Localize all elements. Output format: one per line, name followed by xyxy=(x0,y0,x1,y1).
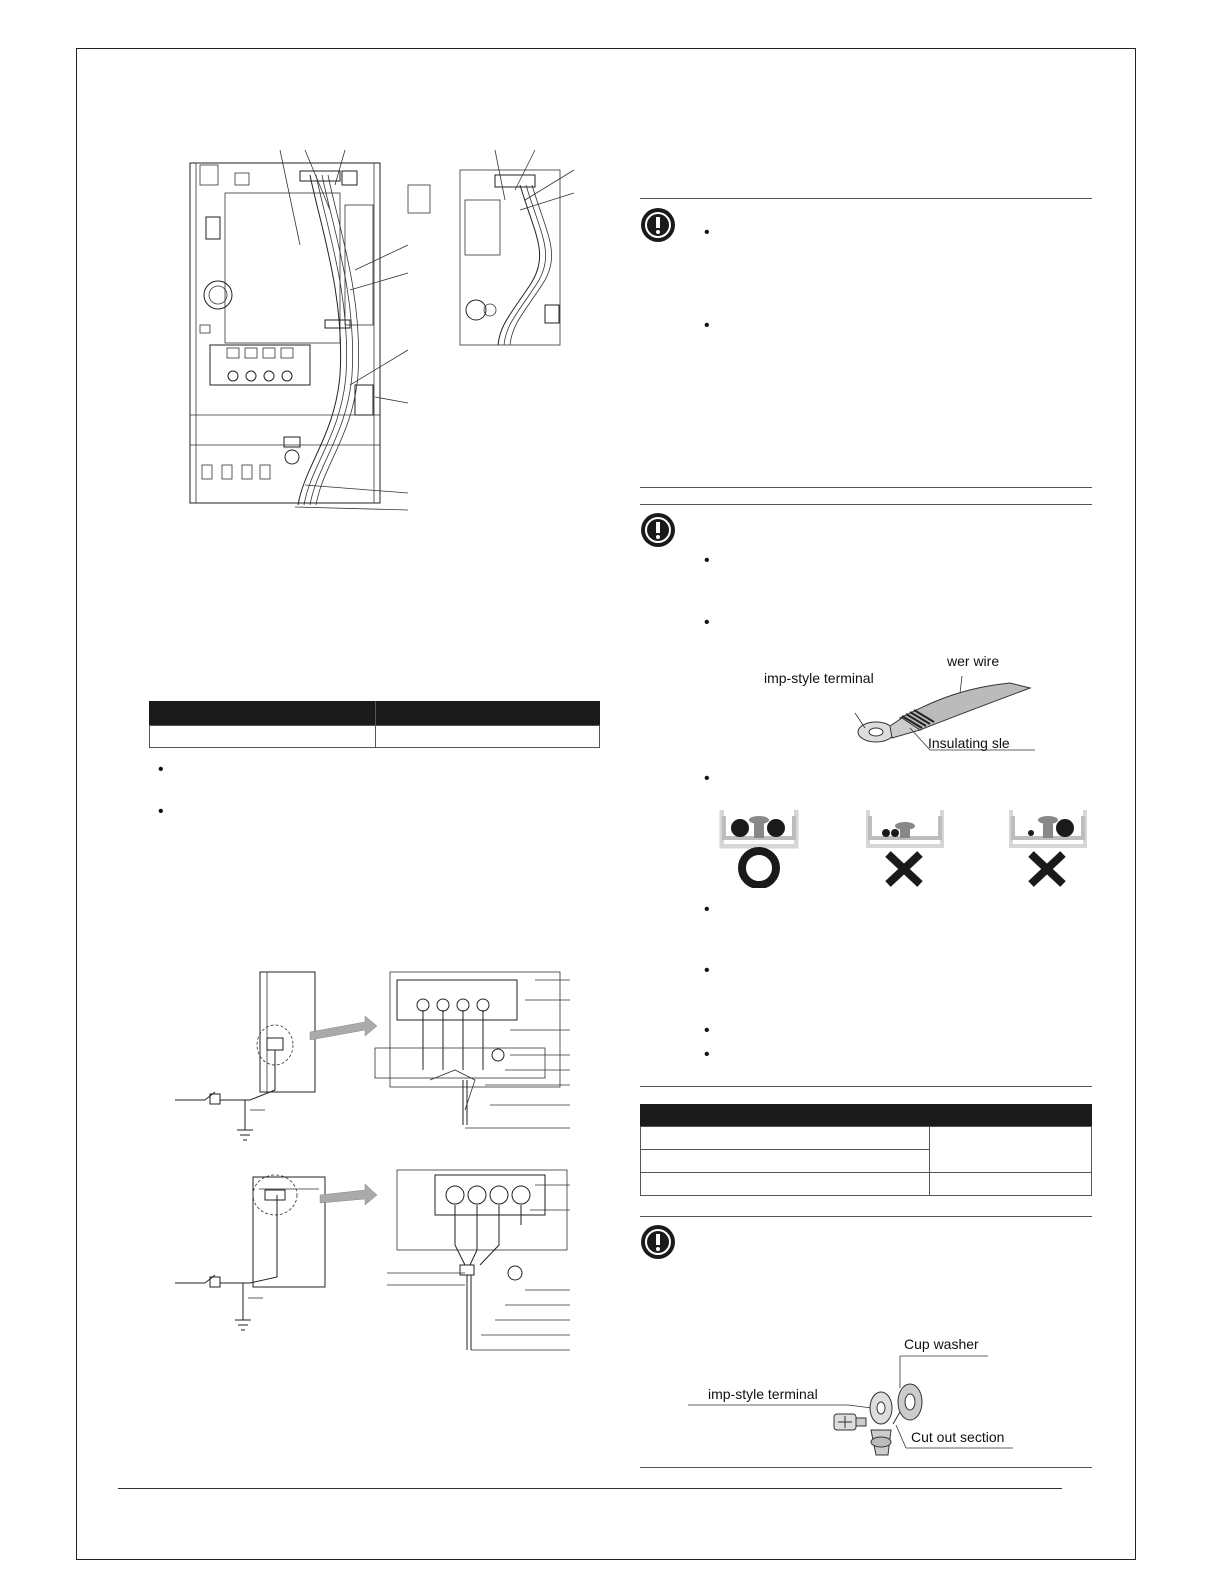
cup-washer-illustration xyxy=(688,1350,1018,1468)
caution-2-bullet-1: • xyxy=(704,552,710,569)
x-mark-icon xyxy=(1031,854,1063,884)
insulating-sleeve-label: Insulating sle xyxy=(928,735,1010,751)
x-mark-icon xyxy=(888,854,920,884)
exclamation-circle-icon xyxy=(640,207,676,243)
section-divider-5 xyxy=(640,1216,1092,1217)
caution-2-bullet-2: • xyxy=(704,614,710,631)
exclamation-circle-icon xyxy=(640,512,676,548)
left-bullet-2: • xyxy=(158,803,164,820)
correct-connection-example xyxy=(718,808,800,888)
section-divider-4 xyxy=(640,1086,1092,1087)
left-table-cell-2 xyxy=(375,725,600,748)
cut-out-section-label: Cut out section xyxy=(911,1429,1005,1445)
wrong-connection-example-1 xyxy=(864,808,946,888)
section-divider-3 xyxy=(640,504,1092,505)
left-table-header-divider xyxy=(375,701,376,725)
cup-washer-label: Cup washer xyxy=(904,1336,979,1352)
power-connection-diagram-1 xyxy=(165,960,575,1160)
section-divider-2 xyxy=(640,487,1092,488)
right-table-cell-4 xyxy=(929,1172,1092,1196)
caution-2-bullet-3: • xyxy=(704,770,710,787)
section-divider-6 xyxy=(640,1467,1092,1468)
footer-rule xyxy=(118,1488,1062,1489)
crimp-terminal-label: imp-style terminal xyxy=(764,670,874,686)
caution-2-bullet-4: • xyxy=(704,901,710,918)
caution-2-bullet-5: • xyxy=(704,962,710,979)
caution-1-bullet-1: • xyxy=(704,224,710,241)
right-table-cell-1 xyxy=(640,1126,930,1150)
power-connection-diagram-2 xyxy=(165,1165,575,1360)
caution-1-bullet-2: • xyxy=(704,317,710,334)
right-table-cell-merged xyxy=(929,1126,1092,1173)
wrong-connection-example-2 xyxy=(1007,808,1089,888)
left-table-cell-1 xyxy=(149,725,376,748)
exclamation-circle-icon xyxy=(640,1224,676,1260)
right-table-cell-3 xyxy=(640,1172,930,1196)
indoor-unit-wiring-diagram xyxy=(180,145,580,520)
crimp-terminal-label-2: imp-style terminal xyxy=(708,1386,818,1402)
caution-2-bullet-7: • xyxy=(704,1046,710,1063)
right-table-header xyxy=(640,1104,1092,1126)
power-wire-label: wer wire xyxy=(947,653,1000,669)
caution-2-bullet-6: • xyxy=(704,1022,710,1039)
section-divider-1 xyxy=(640,198,1092,199)
left-bullet-1: • xyxy=(158,761,164,778)
circle-o-icon xyxy=(742,851,776,885)
right-table-cell-2 xyxy=(640,1149,930,1173)
